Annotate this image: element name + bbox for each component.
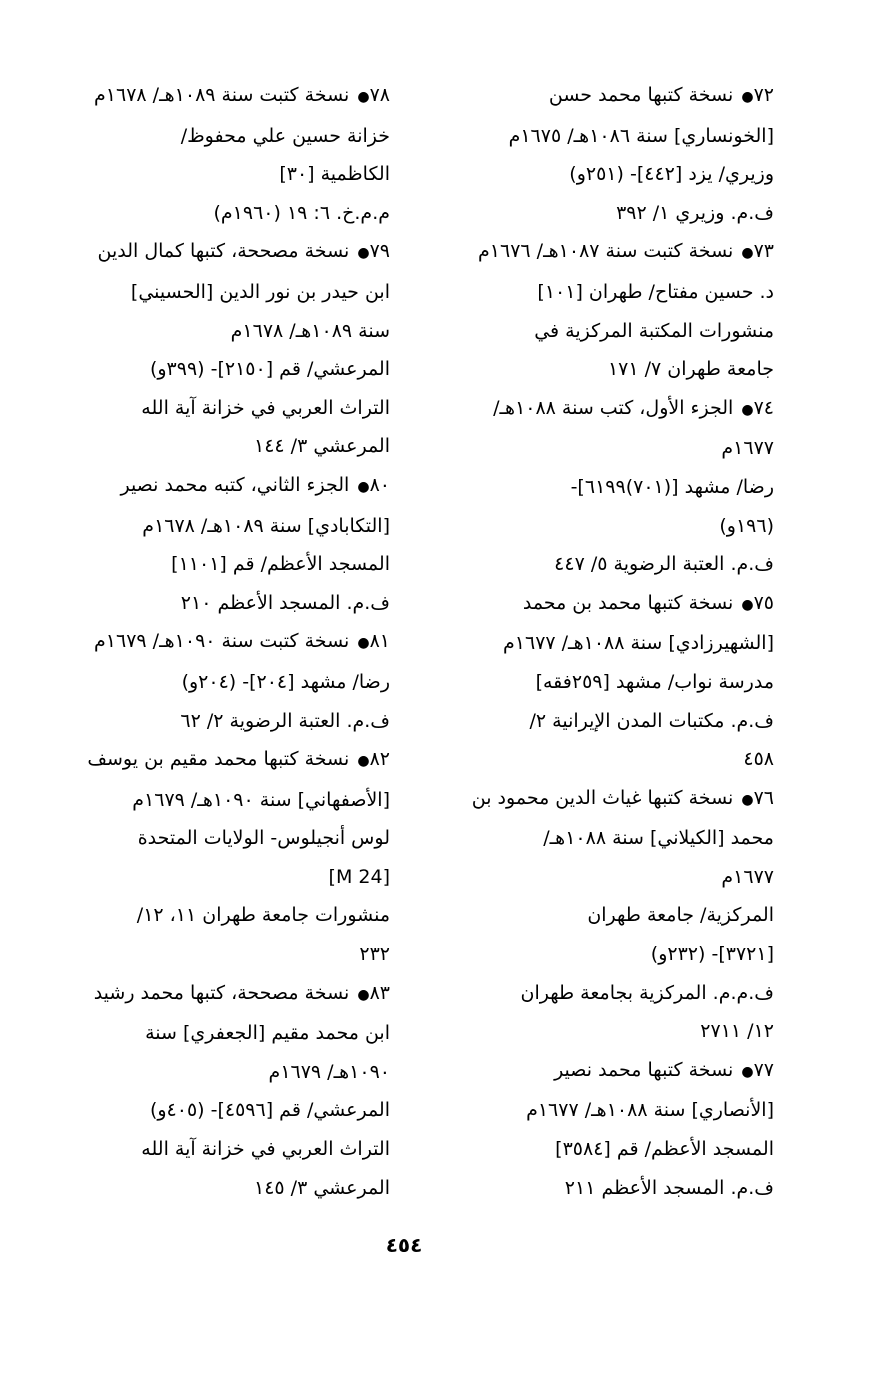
entry-line: سنة ١٠٨٩هـ/ ١٦٧٨م	[230, 319, 390, 342]
manuscript-entry	[50, 974, 390, 1208]
manuscript-entry	[438, 389, 774, 584]
entry-line: ف.م. وزيري ١/ ٣٩٢	[616, 201, 774, 224]
manuscript-entry	[438, 584, 774, 779]
entry-line: منشورات المكتبة المركزية في	[534, 319, 774, 342]
entry-number: ٧٦	[753, 786, 774, 809]
bullet-icon: ●	[741, 89, 754, 105]
manuscript-entry	[50, 622, 390, 740]
entry-text: نسخة كتبها غياث الدين محمود بن	[471, 786, 734, 809]
page-number: ٤٥٤	[385, 1233, 423, 1257]
entry-number: ٧٧	[753, 1058, 774, 1081]
entry-line: جامعة طهران ٧/ ١٧١	[607, 358, 774, 381]
entry-text: نسخة كتبها محمد حسن	[548, 84, 734, 106]
entry-line: [٣٧٢١]- (٢٣٢و)	[650, 943, 774, 966]
entry-number: ٧٣	[753, 240, 774, 263]
entry-text: نسخة كتبها محمد نصير	[554, 1058, 734, 1081]
entry-line: ٤٥٨	[743, 748, 774, 771]
entry-first-line	[438, 232, 774, 273]
entry-number: ٨١	[369, 630, 390, 653]
left-column	[50, 76, 390, 1207]
entry-line: ١٢/ ٢٧١١	[700, 1020, 774, 1043]
entry-first-line	[438, 389, 774, 430]
entry-number: ٧٩	[369, 240, 390, 263]
entry-line: ف.م. مكتبات المدن الإيرانية ٢/	[529, 709, 774, 732]
entry-line: المسجد الأعظم/ قم [٣٥٨٤]	[555, 1138, 774, 1161]
entry-line: المرعشي ٣/ ١٤٥	[254, 1176, 390, 1199]
entry-line: [M 24]	[328, 865, 390, 888]
bullet-icon: ●	[741, 245, 754, 262]
entry-line: المركزية/ جامعة طهران	[587, 904, 774, 927]
entry-line: خزانة حسين علي محفوظ/	[180, 124, 390, 147]
entry-first-line	[438, 76, 774, 117]
entry-first-line	[438, 779, 774, 820]
entry-first-line	[50, 740, 390, 781]
bullet-icon: ●	[357, 89, 370, 105]
entry-number: ٧٤	[753, 396, 774, 419]
entry-first-line	[50, 232, 390, 273]
entry-line: ١٦٧٧م	[721, 865, 774, 888]
entry-first-line	[438, 584, 774, 625]
entry-text: نسخة كتبها محمد بن محمد	[522, 591, 734, 614]
entry-text: نسخة كتبها محمد مقيم بن يوسف	[87, 748, 350, 771]
manuscript-entry	[438, 76, 774, 232]
entry-text: نسخة مصححة، كتبها محمد رشيد	[93, 981, 350, 1004]
entry-line: رضا/ مشهد [٢٠٤]- (٢٠٤و)	[181, 670, 390, 693]
entry-line: ابن حيدر بن نور الدين [الحسيني]	[130, 280, 390, 303]
entry-line: التراث العربي في خزانة آية الله	[141, 396, 390, 419]
right-column	[438, 76, 774, 1207]
entry-line: ف.م.م. المركزية بجامعة طهران	[520, 981, 774, 1004]
bullet-icon: ●	[741, 596, 754, 613]
entry-line: (١٩٦و)	[719, 514, 774, 537]
entry-line: لوس أنجيلوس- الولايات المتحدة	[137, 827, 390, 850]
entry-line: ٢٣٢	[359, 943, 390, 966]
bullet-icon: ●	[357, 753, 370, 770]
entry-number: ٧٥	[753, 591, 774, 614]
entry-number: ٨٣	[369, 981, 390, 1004]
entry-line: المرعشي/ قم [٤٥٩٦]- (٤٠٥و)	[149, 1099, 390, 1122]
entry-line: [الشهيرزادي] سنة ١٠٨٨هـ/ ١٦٧٧م	[503, 632, 774, 655]
entry-line: المسجد الأعظم/ قم [١١٠١]	[171, 553, 390, 576]
entry-line: ف.م. العتبة الرضوية ٥/ ٤٤٧	[554, 553, 774, 576]
bullet-icon: ●	[741, 791, 754, 808]
entry-line: وزيري/ يزد [٤٤٢]- (٢٥١و)	[569, 163, 774, 186]
entry-line: ١٠٩٠هـ/ ١٦٧٩م	[268, 1060, 390, 1083]
bullet-icon: ●	[741, 401, 754, 418]
entry-line: [التكابادي] سنة ١٠٨٩هـ/ ١٦٧٨م	[142, 514, 390, 537]
bullet-icon: ●	[357, 478, 370, 495]
entry-first-line	[438, 1051, 774, 1092]
entry-line: ف.م. العتبة الرضوية ٢/ ٦٢	[180, 709, 390, 732]
entry-first-line	[50, 974, 390, 1015]
entry-line: [الأنصاري] سنة ١٠٨٨هـ/ ١٦٧٧م	[526, 1099, 774, 1122]
entry-first-line	[50, 622, 390, 663]
manuscript-entry	[50, 740, 390, 974]
entry-line: [الخونساري] سنة ١٠٨٦هـ/ ١٦٧٥م	[508, 124, 774, 147]
bullet-icon: ●	[357, 245, 370, 262]
entry-line: ف.م. المسجد الأعظم ٢١١	[564, 1176, 774, 1199]
entry-text: الجزء الثاني، كتبه محمد نصير	[120, 473, 350, 496]
entry-line: منشورات جامعة طهران ١١، ١٢/	[136, 904, 390, 927]
entry-number: ٧٨	[369, 84, 390, 106]
manuscript-entry	[438, 1051, 774, 1207]
entry-line: المرعشي ٣/ ١٤٤	[254, 435, 390, 458]
entry-number: ٨٢	[369, 748, 390, 771]
entry-line: محمد [الكيلاني] سنة ١٠٨٨هـ/	[543, 827, 774, 850]
manuscript-entry	[438, 779, 774, 1051]
manuscript-entry	[50, 466, 390, 622]
manuscript-entry	[50, 232, 390, 466]
entry-text: نسخة مصححة، كتبها كمال الدين	[97, 240, 350, 263]
entry-text: الجزء الأول، كتب سنة ١٠٨٨هـ/	[493, 396, 734, 419]
entry-line: ابن محمد مقيم [الجعفري] سنة	[145, 1022, 390, 1045]
entry-first-line	[50, 76, 390, 117]
bullet-icon: ●	[741, 1063, 754, 1080]
bullet-icon: ●	[357, 635, 370, 652]
entry-text: نسخة كتبت سنة ١٠٩٠هـ/ ١٦٧٩م	[94, 630, 350, 653]
entry-line: د. حسين مفتاح/ طهران [١٠١]	[537, 280, 774, 303]
entry-number: ٧٢	[753, 84, 774, 106]
entry-text: نسخة كتبت سنة ١٠٨٩هـ/ ١٦٧٨م	[94, 84, 350, 106]
manuscript-entry	[438, 232, 774, 388]
bullet-icon: ●	[357, 986, 370, 1003]
manuscript-entry	[50, 76, 390, 232]
entry-line: الكاظمية [٣٠]	[279, 163, 390, 186]
entry-line: مدرسة نواب/ مشهد [٢٥٩فقه]	[535, 670, 774, 693]
entry-line: التراث العربي في خزانة آية الله	[141, 1138, 390, 1161]
entry-line: المرعشي/ قم [٢١٥٠]- (٣٩٩و)	[149, 358, 390, 381]
entry-line: رضا/ مشهد [(٧٠١)٦١٩٩]-	[570, 475, 774, 498]
entry-line: ف.م. المسجد الأعظم ٢١٠	[180, 591, 390, 614]
entry-text: نسخة كتبت سنة ١٠٨٧هـ/ ١٦٧٦م	[478, 240, 734, 263]
entry-number: ٨٠	[369, 473, 390, 496]
entry-first-line	[50, 466, 390, 507]
entry-line: [الأصفهاني] سنة ١٠٩٠هـ/ ١٦٧٩م	[132, 788, 390, 811]
entry-line: م.م.خ. ٦: ١٩ (١٩٦٠م)	[213, 201, 390, 224]
entry-line: ١٦٧٧م	[721, 437, 774, 460]
